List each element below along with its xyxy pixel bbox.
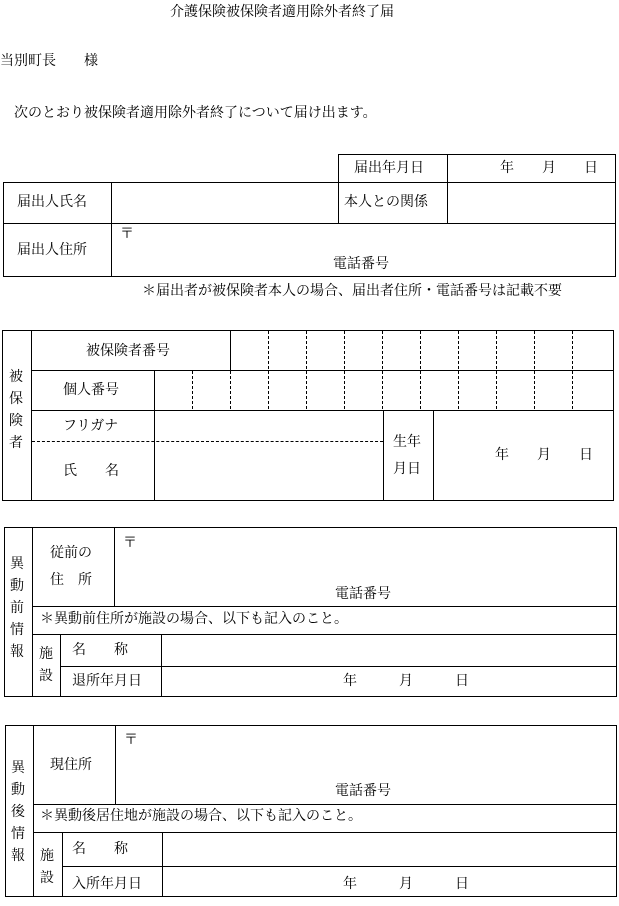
notifier-postal-mark: 〒 (120, 226, 134, 242)
prev-facility-label: 施 設 (39, 646, 53, 684)
furigana-field[interactable] (155, 411, 382, 440)
notifier-phone-label: 電話番号 (333, 256, 389, 272)
personal-number-label: 個人番号 (63, 382, 119, 398)
prev-phone-label: 電話番号 (335, 586, 391, 602)
prev-facility-name-label: 名 称 (72, 642, 128, 658)
discharge-date-label: 退所年月日 (72, 673, 142, 689)
admission-date-label: 入所年月日 (72, 876, 142, 892)
notifier-name-label: 届出人氏名 (17, 194, 87, 210)
birth-date-value[interactable]: 年 月 日 (495, 447, 593, 463)
personal-number-field[interactable] (155, 371, 613, 409)
relation-label: 本人との関係 (344, 194, 428, 210)
notifier-name-field[interactable] (112, 183, 337, 222)
current-address-label: 現住所 (50, 757, 92, 773)
furigana-label: フリガナ (63, 418, 119, 434)
current-phone-label: 電話番号 (335, 783, 391, 799)
notify-date-label: 届出年月日 (354, 160, 424, 176)
intro-text: 次のとおり被保険者適用除外者終了について届け出ます。 (14, 105, 377, 121)
birth-label-1: 生年 (393, 434, 421, 450)
addressee: 当別町長 様 (0, 53, 98, 69)
before-move-note: ＊異動前住所が施設の場合、以下も記入のこと。 (40, 611, 348, 627)
discharge-date-value[interactable]: 年 月 日 (343, 673, 469, 689)
insured-name-label: 氏 名 (63, 463, 119, 479)
admission-date-value[interactable]: 年 月 日 (343, 876, 469, 892)
current-facility-label: 施 設 (40, 848, 54, 886)
insured-name-field[interactable] (155, 442, 382, 500)
form-title: 介護保険被保険者適用除外者終了届 (170, 4, 394, 20)
birth-label-2: 月日 (393, 461, 421, 477)
prev-facility-name-field[interactable] (162, 635, 616, 665)
after-move-note: ＊異動後居住地が施設の場合、以下も記入のこと。 (40, 808, 362, 824)
insured-number-label: 被保険者番号 (86, 343, 170, 359)
insured-side-label: 被 保 険 者 (9, 369, 23, 451)
notifier-note: ＊届出者が被保険者本人の場合、届出者住所・電話番号は記載不要 (142, 283, 562, 299)
prev-address-label-2: 住 所 (50, 572, 92, 588)
insured-number-field[interactable] (231, 331, 613, 369)
prev-address-label-1: 従前の (50, 545, 92, 561)
current-postal-mark: 〒 (124, 732, 138, 748)
prev-postal-mark: 〒 (123, 535, 137, 551)
before-move-side-label: 異 動 前 情 報 (10, 556, 24, 660)
notifier-address-label: 届出人住所 (17, 242, 87, 258)
relation-field[interactable] (448, 183, 615, 222)
current-facility-name-label: 名 称 (72, 841, 128, 857)
notify-date-value[interactable]: 年 月 日 (500, 160, 598, 176)
after-move-side-label: 異 動 後 情 報 (11, 760, 25, 864)
current-facility-name-field[interactable] (163, 833, 616, 865)
